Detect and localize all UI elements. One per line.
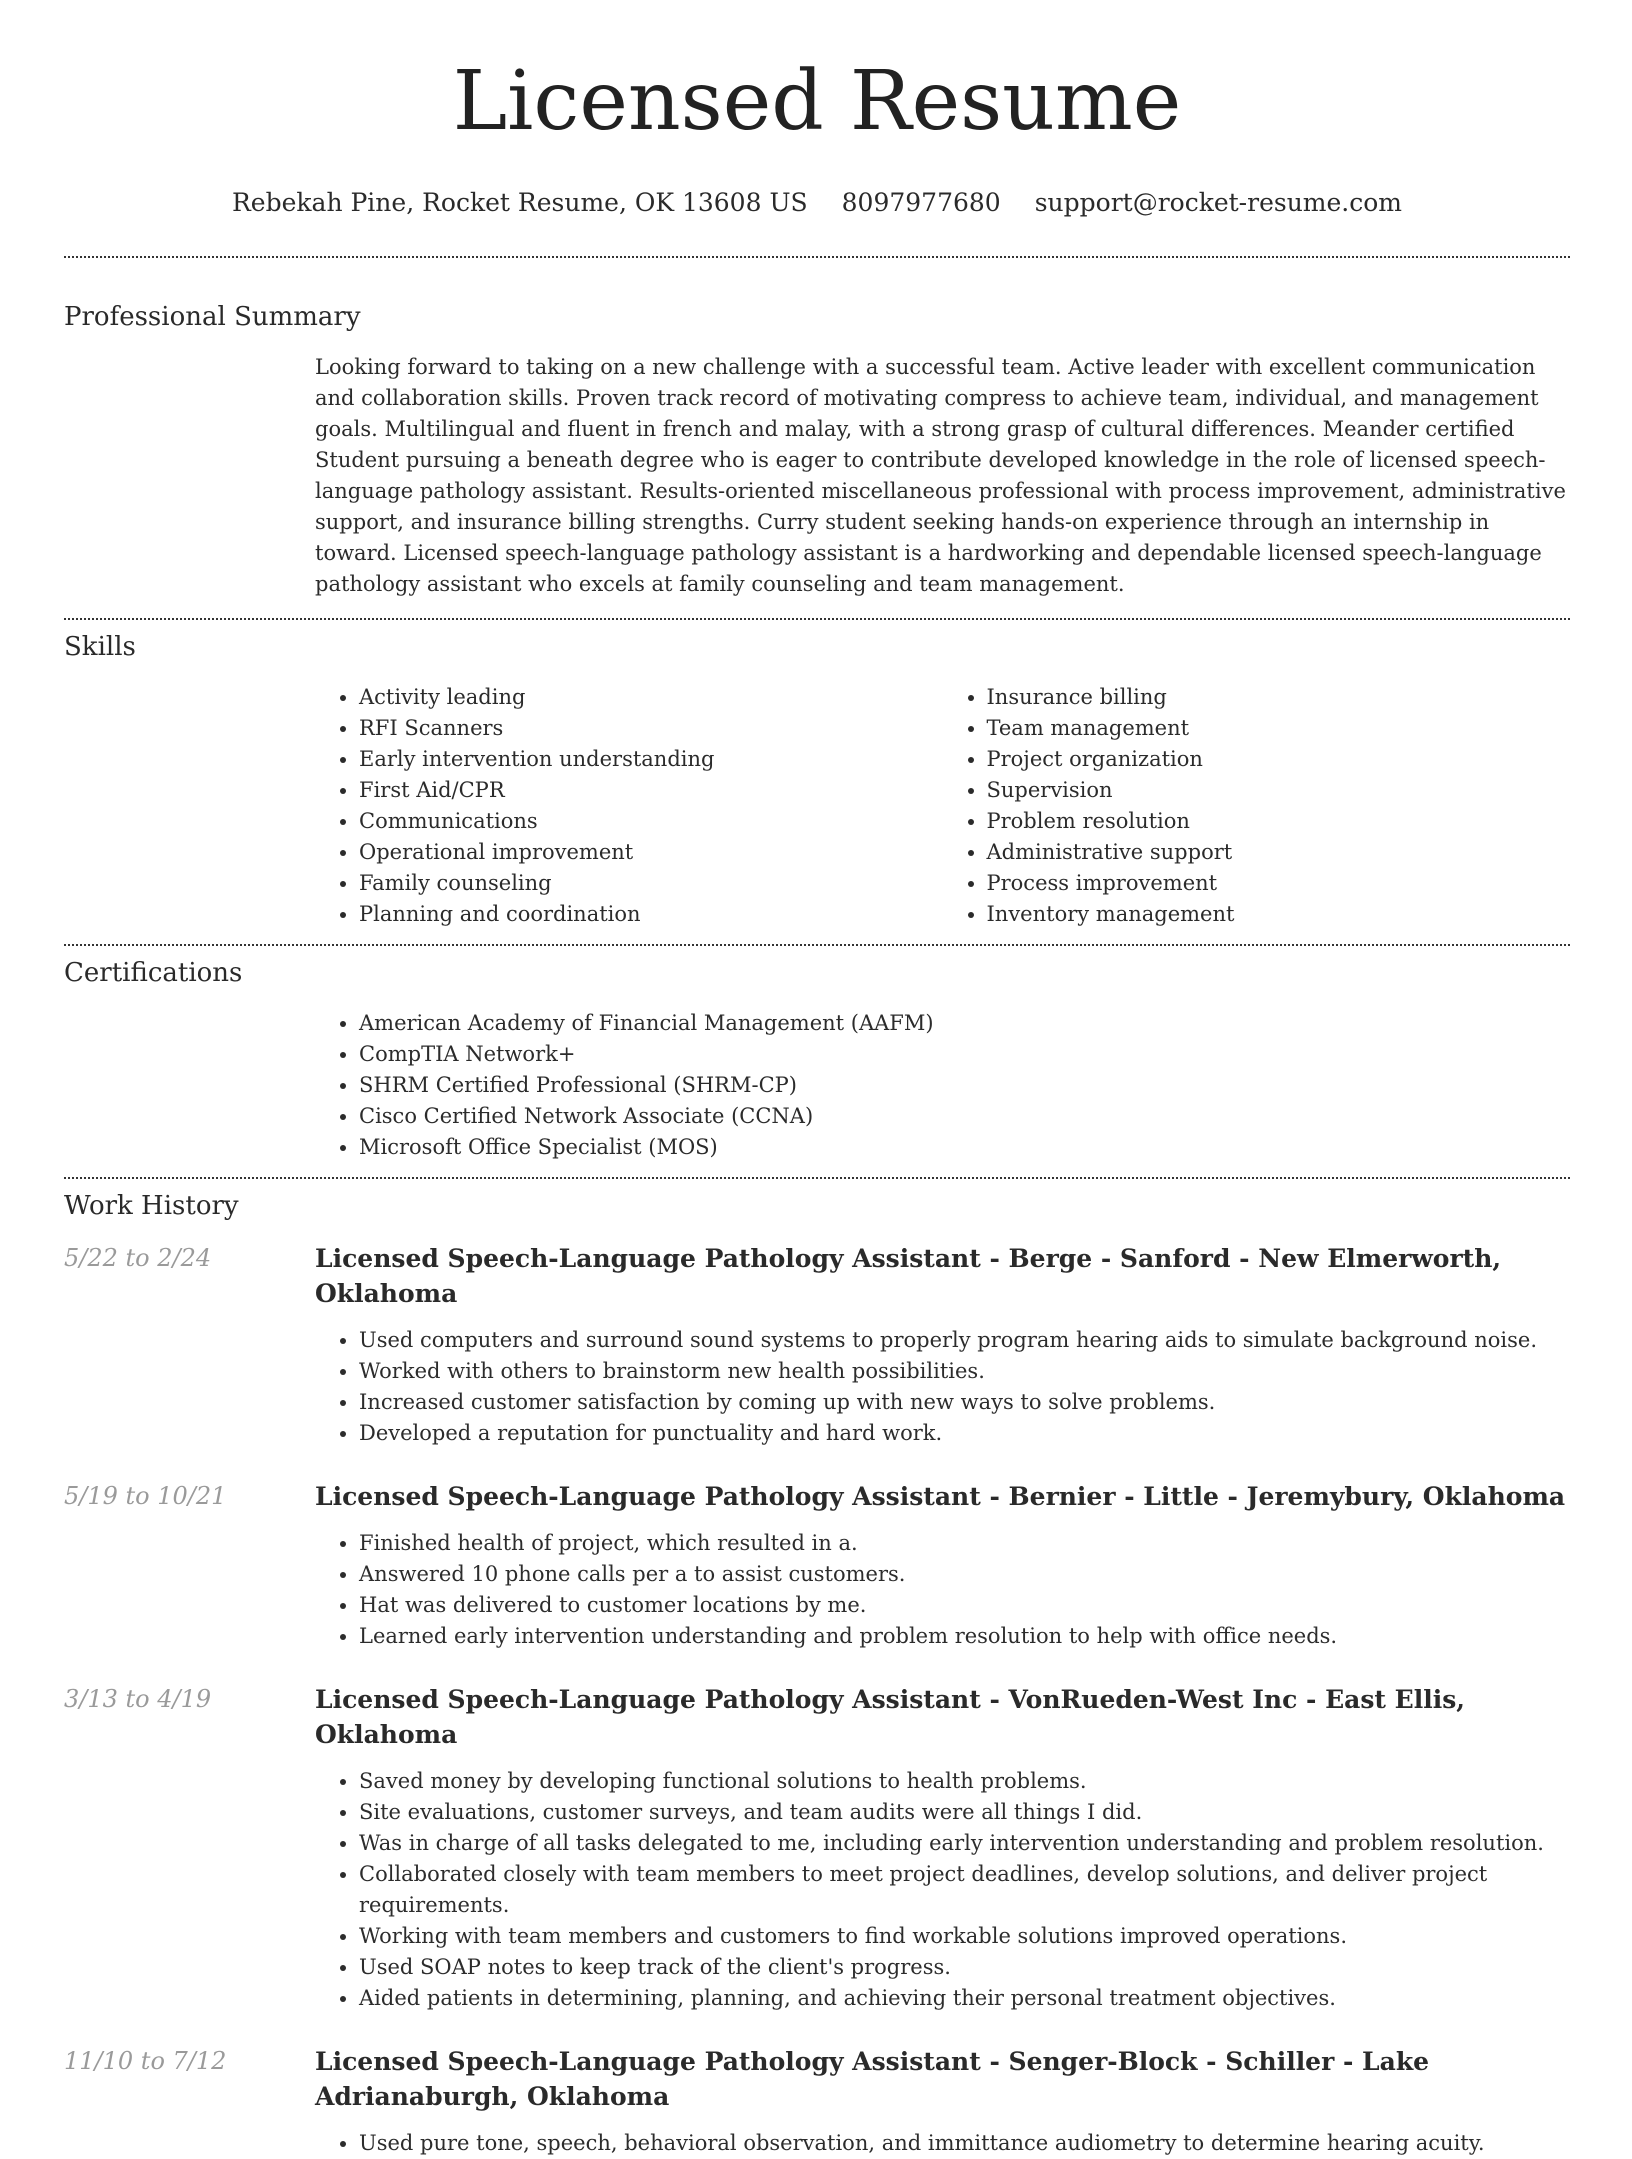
skill-item: • Early intervention understanding bbox=[359, 744, 943, 775]
certification-item: • CompTIA Network+ bbox=[359, 1039, 1570, 1070]
certification-item: • Cisco Certified Network Associate (CCNA) bbox=[359, 1101, 1570, 1132]
skill-item: • Administrative support bbox=[987, 837, 1571, 868]
job-bullets bbox=[315, 1325, 1570, 1449]
section-divider bbox=[64, 618, 1570, 620]
job-bullet: • Collaborated closely with team members to meet project deadlines, develop solutions, and deliver project requirements. bbox=[359, 1859, 1570, 1921]
job-bullet: • Used SOAP notes to keep track of the client's progress. bbox=[359, 1952, 1570, 1983]
summary-text: Looking forward to taking on a new challenge with a successful team. Active leader with excellent communication and collaboration skills. Proven track record of motivating compress to achieve team, individual, and management goals. Multilingual and fluent in french and malay, with a strong grasp of cultural differences. Meander certified Student pursuing a beneath degree who is eager to contribute developed knowledge in the role of licensed speech-language pathology assistant. Results-oriented miscellaneous professional with process improvement, administrative support, and insurance billing strengths. Curry student seeking hands-on experience through an internship in toward. Licensed speech-language pathology assistant is a hardworking and dependable licensed speech-language pathology assistant who excels at family counseling and team management. bbox=[315, 355, 1566, 596]
certifications-section bbox=[315, 1008, 1570, 1163]
resume-title: Licensed Resume bbox=[452, 54, 1182, 149]
job-entry bbox=[64, 1682, 1570, 2014]
summary-section bbox=[315, 352, 1570, 600]
skills-heading: Skills bbox=[64, 632, 136, 662]
skill-item: • Problem resolution bbox=[987, 806, 1571, 837]
job-bullets bbox=[315, 1766, 1570, 2014]
job-bullet: • Was in charge of all tasks delegated to me, including early intervention understanding and problem resolution. bbox=[359, 1828, 1570, 1859]
certifications-list bbox=[315, 1008, 1570, 1163]
skill-item: • Project organization bbox=[987, 744, 1571, 775]
certification-item: • Microsoft Office Specialist (MOS) bbox=[359, 1132, 1570, 1163]
job-bullet: • Aided patients in determining, planning, and achieving their personal treatment objectives. bbox=[359, 1983, 1570, 2014]
job-bullet: • Working with team members and customers to find workable solutions improved operations. bbox=[359, 1921, 1570, 1952]
job-date: 3/13 to 4/19 bbox=[64, 1685, 212, 1713]
job-bullet: • Used computers and surround sound systems to properly program hearing aids to simulate background noise. bbox=[359, 1325, 1570, 1356]
skill-item: • First Aid/CPR bbox=[359, 775, 943, 806]
skill-item: • Planning and coordination bbox=[359, 899, 943, 930]
skills-list-right bbox=[943, 682, 1571, 930]
work-heading: Work History bbox=[64, 1191, 239, 1221]
skill-item: • Insurance billing bbox=[987, 682, 1571, 713]
job-date: 5/19 to 10/21 bbox=[64, 1482, 227, 1510]
job-bullet: • Increased customer satisfaction by coming up with new ways to solve problems. bbox=[359, 1387, 1570, 1418]
job-date: 5/22 to 2/24 bbox=[64, 1244, 212, 1272]
job-bullet: • Answered 10 phone calls per a to assist customers. bbox=[359, 1559, 1570, 1590]
section-divider bbox=[64, 944, 1570, 946]
job-entry bbox=[64, 2044, 1570, 2159]
job-entry bbox=[64, 1241, 1570, 1449]
certification-item: • American Academy of Financial Management (AAFM) bbox=[359, 1008, 1570, 1039]
job-bullet: • Used pure tone, speech, behavioral observation, and immittance audiometry to determine hearing acuity. bbox=[359, 2128, 1570, 2159]
job-bullet: • Worked with others to brainstorm new health possibilities. bbox=[359, 1356, 1570, 1387]
job-bullet: • Learned early intervention understanding and problem resolution to help with office needs. bbox=[359, 1621, 1570, 1652]
certifications-heading: Certifications bbox=[64, 958, 243, 988]
resume-page bbox=[64, 0, 1570, 2159]
skill-item: • Process improvement bbox=[987, 868, 1571, 899]
job-title: Licensed Speech-Language Pathology Assistant - Senger-Block - Schiller - Lake Adrianaburgh, Oklahoma bbox=[315, 2047, 1430, 2111]
skills-section bbox=[315, 682, 1570, 930]
section-divider bbox=[64, 1177, 1570, 1179]
job-bullet: • Saved money by developing functional solutions to health problems. bbox=[359, 1766, 1570, 1797]
skills-list-left bbox=[315, 682, 943, 930]
skill-item: • Operational improvement bbox=[359, 837, 943, 868]
certification-item: • SHRM Certified Professional (SHRM-CP) bbox=[359, 1070, 1570, 1101]
job-date: 11/10 to 7/12 bbox=[64, 2047, 227, 2075]
contact-phone: 8097977680 bbox=[841, 188, 1001, 217]
job-bullet: • Hat was delivered to customer locations by me. bbox=[359, 1590, 1570, 1621]
contact-email: support@rocket-resume.com bbox=[1034, 188, 1403, 217]
skill-item: • Inventory management bbox=[987, 899, 1571, 930]
skill-item: • RFI Scanners bbox=[359, 713, 943, 744]
job-bullets bbox=[315, 1528, 1570, 1652]
summary-heading: Professional Summary bbox=[64, 302, 361, 332]
job-bullet: • Finished health of project, which resulted in a. bbox=[359, 1528, 1570, 1559]
job-title: Licensed Speech-Language Pathology Assistant - Berge - Sanford - New Elmerworth, Oklahoma bbox=[315, 1244, 1502, 1308]
skill-item: • Team management bbox=[987, 713, 1571, 744]
job-bullet: • Site evaluations, customer surveys, and team audits were all things I did. bbox=[359, 1797, 1570, 1828]
skill-item: • Family counseling bbox=[359, 868, 943, 899]
job-bullet: • Developed a reputation for punctuality and hard work. bbox=[359, 1418, 1570, 1449]
section-divider bbox=[64, 256, 1570, 258]
job-title: Licensed Speech-Language Pathology Assistant - VonRueden-West Inc - East Ellis, Oklahoma bbox=[315, 1685, 1465, 1749]
skill-item: • Communications bbox=[359, 806, 943, 837]
job-bullets bbox=[315, 2128, 1570, 2159]
job-title: Licensed Speech-Language Pathology Assistant - Bernier - Little - Jeremybury, Oklahoma bbox=[315, 1482, 1566, 1511]
job-entry bbox=[64, 1479, 1570, 1652]
contact-line bbox=[64, 186, 1570, 220]
contact-address: Rebekah Pine, Rocket Resume, OK 13608 US bbox=[231, 188, 808, 217]
skill-item: • Activity leading bbox=[359, 682, 943, 713]
skill-item: • Supervision bbox=[987, 775, 1571, 806]
